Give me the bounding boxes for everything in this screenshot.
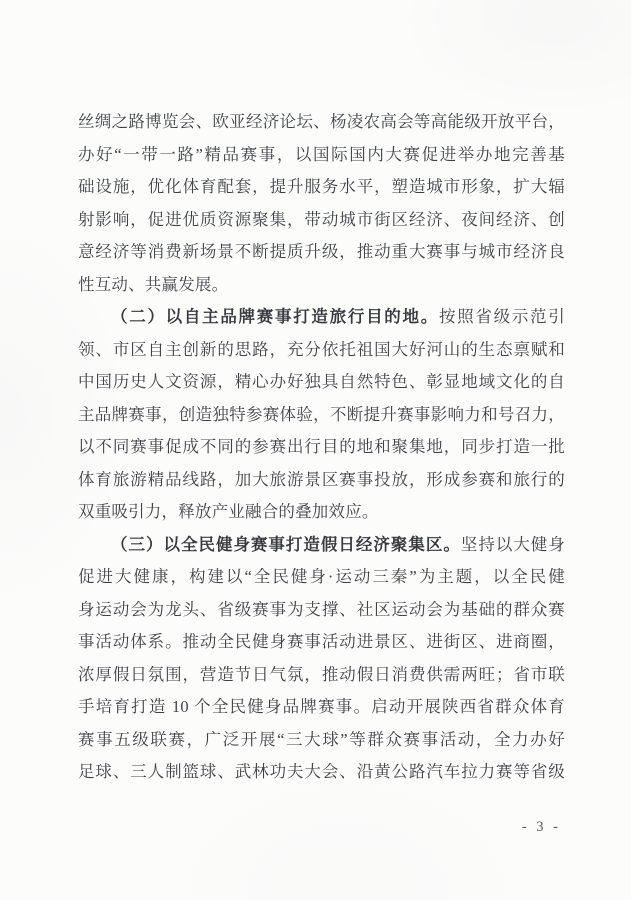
text-line — [78, 236, 565, 269]
text-line — [78, 464, 565, 497]
text-run: 办好“一带一路”精品赛事，以国际国内大赛促进举办地完善基 — [78, 144, 565, 164]
text-line — [78, 626, 565, 659]
text-line — [78, 139, 565, 172]
bold-heading-run: （二）以自主品牌赛事打造旅行目的地。 — [111, 307, 439, 326]
text-run: 体育旅游精品线路，加大旅游景区赛事投放，形成参赛和旅行的 — [78, 469, 565, 489]
text-run: 事活动体系。推动全民健身赛事活动进景区、进街区、进商圈， — [78, 632, 565, 651]
text-line — [78, 496, 565, 529]
text-run: 射影响，促进优质资源聚集，带动城市街区经济、夜间经济、创 — [78, 209, 565, 229]
text-line — [78, 431, 565, 464]
text-run: 赛事五级联赛，广泛开展“三大球”等群众赛事活动，全力办好 — [78, 729, 565, 749]
text-run: 手培育打造 10 个全民健身品牌赛事。启动开展陕西省群众体育 — [78, 697, 565, 716]
text-run: 坚持以大健身 — [460, 534, 565, 554]
text-line — [78, 561, 565, 594]
text-run: 双重吸引力，释放产业融合的叠加效应。 — [78, 502, 379, 521]
text-run: 浓厚假日氛围，营造节日气氛，推动假日消费供需两旺；省市联 — [78, 664, 565, 684]
text-run: 领、市区自主创新的思路，充分依托祖国大好河山的生态禀赋和 — [78, 339, 565, 359]
paragraph — [78, 106, 565, 301]
bold-heading-run: （三）以全民健身赛事打造假日经济聚集区。 — [111, 534, 461, 554]
text-run: 丝绸之路博览会、欧亚经济论坛、杨凌农高会等高能级开放平台， — [78, 112, 565, 131]
text-line — [78, 724, 565, 757]
text-run: 性互动、共赢发展。 — [78, 274, 229, 294]
text-line — [78, 659, 565, 692]
text-line — [78, 366, 565, 399]
text-run: 意经济等消费新场景不断提质升级，推动重大赛事与城市经济良 — [78, 242, 565, 261]
text-line — [78, 756, 565, 789]
paragraph — [78, 301, 565, 529]
text-run: 中国历史人文资源，精心办好独具自然特色、彰显地域文化的自 — [78, 372, 565, 391]
text-line — [78, 691, 565, 724]
text-line — [78, 301, 565, 334]
text-run: 身运动会为龙头、省级赛事为支撑、社区运动会为基础的群众赛 — [78, 599, 565, 619]
document-body — [78, 106, 565, 789]
text-line — [78, 269, 565, 302]
text-line — [78, 106, 565, 139]
page-number: - 3 - — [521, 819, 561, 835]
text-line — [78, 594, 565, 627]
text-run: 础设施，优化体育配套，提升服务水平，塑造城市形象，扩大辐 — [78, 177, 565, 196]
text-run: 以不同赛事促成不同的参赛出行目的地和聚集地，同步打造一批 — [78, 437, 565, 456]
text-line — [78, 204, 565, 237]
text-line — [78, 529, 565, 562]
text-run: 促进大健康，构建以“全民健身·运动三秦”为主题，以全民健 — [78, 567, 565, 586]
text-line — [78, 399, 565, 432]
text-line — [78, 171, 565, 204]
text-run: 按照省级示范引 — [438, 307, 565, 326]
paragraph — [78, 529, 565, 789]
text-line — [78, 334, 565, 367]
text-run: 主品牌赛事，创造独特参赛体验，不断提升赛事影响力和号召力， — [78, 404, 565, 424]
text-run: 足球、三人制篮球、武林功夫大会、沿黄公路汽车拉力赛等省级 — [78, 762, 565, 781]
